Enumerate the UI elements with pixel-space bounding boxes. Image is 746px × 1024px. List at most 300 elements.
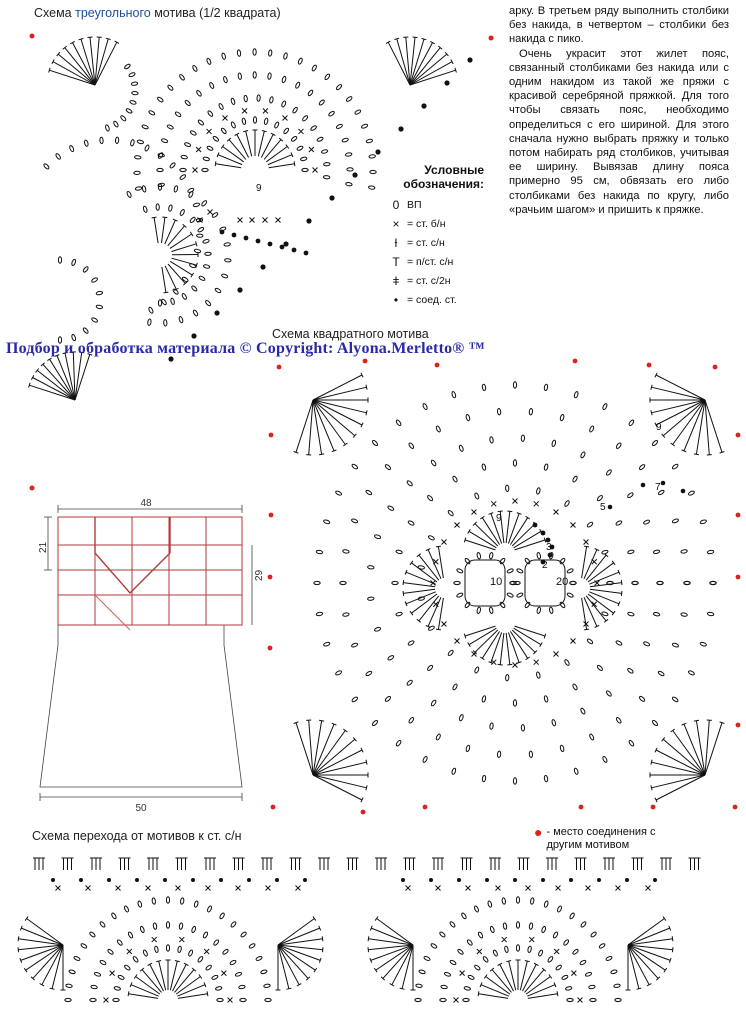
chain-stitch: [615, 640, 622, 646]
stitch-top: [190, 232, 193, 236]
chain-stitch: [430, 699, 436, 706]
chain-stitch: [590, 998, 596, 1001]
chain-stitch: [563, 939, 570, 946]
chain-stitch: [238, 985, 245, 989]
slip-stitch: [163, 878, 167, 882]
chain-stitch: [84, 140, 89, 147]
chain-stitch: [144, 144, 150, 151]
stitch-top: [50, 988, 55, 989]
chain-stitch: [235, 972, 242, 977]
chain-stitch: [504, 946, 509, 953]
chain-stitch: [547, 956, 553, 963]
chain-stitch: [606, 690, 613, 697]
chain-stitch: [189, 216, 196, 223]
chain-stitch: [710, 581, 716, 584]
chain-stitch: [310, 125, 317, 131]
slip-stitch: [107, 878, 111, 882]
chain-stitch: [365, 670, 372, 676]
chain-stitch: [170, 298, 175, 305]
chain-stitch: [91, 277, 98, 283]
chain-stitch: [396, 612, 403, 617]
chain-stitch: [264, 984, 271, 988]
chain-stitch: [672, 642, 679, 647]
chain-stitch: [73, 956, 80, 962]
chain-stitch: [269, 96, 274, 103]
stitch-top: [506, 961, 511, 962]
chain-stitch: [205, 964, 212, 970]
chain-stitch: [300, 157, 307, 162]
dimension-bottom: 50: [135, 803, 147, 814]
chain-stitch: [627, 668, 634, 674]
slip-stitch: [237, 287, 242, 292]
chain-stitch: [114, 986, 121, 991]
stitch-top: [175, 961, 180, 962]
chain-stitch: [489, 723, 493, 730]
slip-stitch: [275, 878, 279, 882]
stitch-top: [18, 936, 19, 941]
stitch: [506, 633, 510, 665]
chain-stitch: [507, 568, 514, 574]
chain-stitch: [96, 291, 103, 295]
chain-stitch: [351, 642, 358, 647]
chain-stitch: [482, 775, 486, 782]
chain-stitch: [342, 138, 349, 143]
chain-stitch: [178, 316, 183, 323]
article-paragraph-2: Очень украсит этот жилет пояс, связанный столбиками без накида или с одним накидом из такой же пряжи с красивой серебряной пряжкой. Для того чтобы связать пояс, необходимо определиться с его шириной. Для этого сначала нужно выбрать пряжку и только потом набирать ряд столбиков, учитывая ее ширину. Вывязав длину пояса примерно 95 см, обвязать его либо столбиками без накида по кругу, либо «рачьим шагом» и пришить к пряжке.: [509, 47, 729, 216]
chain-stitch: [560, 414, 565, 421]
triangle-row-number: 9: [256, 183, 262, 194]
chain-stitch: [224, 258, 231, 262]
chain-stitch: [302, 115, 309, 122]
stitch-top: [694, 720, 699, 721]
chain-stitch: [260, 969, 267, 974]
chain-stitch: [456, 568, 463, 574]
chain-stitch: [336, 124, 343, 130]
chain-stitch: [561, 975, 568, 981]
stitch-top: [287, 988, 292, 989]
stitch-top: [196, 241, 197, 246]
red-dot-icon: ●: [534, 824, 543, 840]
chain-stitch: [274, 121, 280, 128]
chain-stitch: [206, 145, 213, 151]
chain-stitch: [99, 960, 106, 966]
stitch-top: [584, 546, 589, 547]
slip-stitch: [444, 80, 449, 85]
chain-stitch: [516, 897, 519, 903]
chain-stitch: [174, 185, 179, 192]
chain-stitch: [291, 136, 298, 142]
chain-stitch: [296, 145, 303, 151]
title-highlight: треугольного: [75, 6, 151, 20]
chain-stitch: [564, 500, 570, 507]
chain-stitch: [166, 945, 169, 951]
legend-label: ВП: [407, 198, 422, 211]
chain-stitch: [128, 931, 134, 938]
join-point: [733, 805, 738, 810]
chain-stitch: [316, 612, 323, 616]
chain-stitch: [221, 53, 226, 60]
chain-stitch: [180, 168, 186, 171]
stitch: [652, 387, 706, 400]
chain-stitch: [559, 601, 565, 608]
chain-stitch: [203, 157, 210, 162]
chain-stitch: [499, 601, 505, 608]
chain-stitch: [529, 751, 533, 758]
chain-stitch: [567, 592, 574, 598]
slip-stitch: [329, 195, 334, 200]
join-point: [573, 359, 578, 364]
chain-stitch: [135, 186, 142, 190]
chain-stitch: [117, 939, 124, 946]
stitch: [75, 353, 82, 401]
slip-stitch: [421, 103, 426, 108]
slip-stitch: [485, 878, 489, 882]
chain-stitch: [551, 440, 556, 447]
slip-stitch: [191, 878, 195, 882]
chain-stitch: [197, 234, 204, 238]
chain-stitch: [302, 168, 308, 171]
chain-stitch: [447, 510, 454, 517]
stitch-top: [375, 917, 378, 921]
chain-stitch: [157, 168, 163, 171]
chain-stitch: [340, 581, 346, 584]
stitch: [509, 961, 516, 990]
chain-stitch: [90, 998, 96, 1001]
chain-stitch: [205, 300, 212, 307]
slip-stitch: [625, 878, 629, 882]
stitch-top: [651, 785, 652, 790]
chain-stitch: [459, 714, 464, 721]
stitch-top: [88, 37, 93, 38]
chain-stitch: [516, 945, 519, 951]
stitch-top: [374, 968, 377, 972]
chain-stitch: [435, 425, 441, 432]
stitch: [266, 147, 287, 162]
stitch: [165, 266, 176, 290]
square-row-number: 2: [542, 560, 548, 571]
stitch: [500, 633, 504, 665]
chain-stitch: [490, 926, 495, 933]
square-row-number: 3: [546, 542, 552, 553]
chain-stitch: [408, 442, 414, 449]
transition-title: Схема перехода от мотивов к ст. с/н: [32, 829, 242, 843]
chain-stitch: [639, 464, 646, 471]
stitch-top: [366, 410, 367, 415]
slip-stitch: [641, 483, 646, 488]
stitch: [656, 375, 705, 400]
chain-stitch: [557, 905, 563, 912]
chain-stitch: [428, 535, 435, 541]
stitch-top: [621, 580, 622, 585]
chain-stitch: [374, 534, 381, 539]
stitch-top: [651, 385, 652, 390]
chain-stitch: [211, 212, 218, 218]
stitch-top: [525, 961, 530, 962]
stitch-top: [507, 511, 512, 512]
chain-stitch: [372, 440, 379, 447]
chain-stitch: [497, 751, 501, 758]
stitch-top: [403, 580, 404, 585]
chain-stitch: [408, 520, 415, 526]
chain-stitch: [179, 209, 185, 216]
stitch-top: [498, 664, 503, 665]
chain-stitch: [351, 518, 358, 523]
chain-stitch: [55, 153, 61, 160]
stitch-top: [79, 38, 84, 39]
slip-stitch: [303, 878, 307, 882]
chain-stitch: [142, 124, 149, 129]
chain-stitch: [569, 912, 575, 919]
chain-stitch: [395, 419, 401, 426]
chain-stitch: [238, 73, 242, 80]
chain-stitch: [572, 683, 578, 690]
chain-stitch: [163, 319, 167, 326]
slip-stitch: [306, 218, 311, 223]
stitch: [313, 400, 322, 454]
chain-stitch: [579, 960, 586, 966]
chain-stitch: [242, 118, 247, 125]
chain-stitch: [553, 931, 559, 938]
chain-stitch: [194, 249, 201, 254]
chain-stitch: [281, 76, 286, 83]
stitch-top: [366, 385, 367, 390]
chain-stitch: [143, 950, 149, 957]
stitch-top: [484, 975, 487, 979]
chain-stitch: [197, 119, 204, 126]
chain-stitch: [643, 641, 650, 647]
chain-stitch: [66, 984, 73, 988]
legend-label: = ст. с/н: [407, 236, 445, 249]
stitch-top: [191, 273, 194, 277]
chain-stitch: [105, 124, 110, 131]
chain-stitch: [124, 63, 131, 69]
chain-stitch: [387, 655, 394, 661]
chain-stitch: [177, 946, 182, 953]
chain-stitch: [628, 740, 634, 747]
chain-stitch: [298, 58, 303, 65]
chain-stitch: [505, 674, 509, 681]
stitch-top: [343, 443, 347, 446]
join-point: [736, 723, 741, 728]
chain-stitch: [69, 969, 76, 974]
chain-stitch: [113, 998, 119, 1001]
stitch-top: [162, 217, 167, 218]
chain-stitch: [111, 912, 117, 919]
chain-stitch: [615, 998, 621, 1001]
stitch-top: [368, 936, 369, 941]
slip-stitch: [513, 878, 517, 882]
chain-stitch: [131, 82, 138, 86]
stitch-top: [294, 161, 295, 166]
join-point: [435, 363, 440, 368]
stitch: [475, 630, 498, 652]
stitch: [223, 147, 244, 162]
chain-stitch: [653, 550, 660, 554]
chain-stitch: [564, 659, 570, 666]
stitch: [165, 220, 176, 244]
chain-stitch: [217, 998, 223, 1001]
chain-stitch: [115, 137, 119, 144]
chain-stitch: [627, 550, 634, 555]
stitch-top: [672, 936, 673, 941]
chain-stitch: [172, 288, 179, 295]
chain-stitch: [652, 440, 659, 447]
chain-stitch: [132, 956, 138, 963]
slip-stitch: [597, 878, 601, 882]
transition-chart: [0, 850, 746, 1024]
chain-stitch: [406, 679, 413, 686]
chain-stitch: [328, 111, 335, 117]
slip-stitch: [352, 172, 357, 177]
chain-stitch: [321, 149, 328, 154]
title-part: Схема: [34, 6, 76, 20]
chain-stitch: [464, 986, 471, 991]
chain-stitch: [570, 581, 576, 584]
join-point: [736, 513, 741, 518]
chain-stitch: [230, 921, 237, 928]
chain-stitch: [586, 521, 593, 527]
chain-stitch: [408, 640, 415, 646]
stitch-top: [637, 988, 642, 989]
chain-stitch: [452, 683, 458, 690]
chain-stitch: [283, 127, 289, 134]
join-point: [277, 365, 282, 370]
chain-stitch: [292, 107, 298, 114]
chain-stitch: [574, 391, 579, 398]
chain-stitch: [188, 950, 194, 957]
stitch: [229, 140, 246, 160]
slip-stitch: [191, 333, 196, 338]
chain-stitch: [440, 998, 446, 1001]
chain-stitch: [257, 95, 261, 102]
join-point-note: [534, 826, 694, 852]
single-crochet-icon: ×: [392, 216, 400, 231]
chain-stitch: [143, 206, 148, 213]
chain-stitch: [452, 476, 458, 483]
stitch: [475, 524, 498, 546]
chain-stitch: [203, 931, 209, 938]
chain-stitch: [244, 95, 248, 102]
chain-stitch: [345, 182, 352, 186]
chain-stitch: [128, 72, 135, 77]
chain-stitch: [551, 719, 556, 726]
chain-stitch: [524, 558, 530, 565]
chain-stitch: [461, 912, 467, 919]
chain-stitch: [565, 986, 572, 991]
chain-stitch: [140, 926, 145, 933]
chain-stitch: [427, 665, 434, 672]
chain-stitch: [219, 912, 225, 919]
stitch: [410, 48, 440, 85]
stitch-top: [322, 936, 323, 941]
stitch: [168, 264, 185, 283]
chain-stitch: [318, 99, 325, 106]
chain-stitch: [342, 612, 349, 616]
chain-stitch: [126, 191, 132, 198]
stitch-top: [403, 591, 404, 596]
chain-stitch: [240, 931, 247, 938]
chain-stitch: [189, 263, 196, 268]
slip-stitch: [220, 230, 225, 235]
slip-stitch: [244, 236, 249, 241]
chain-stitch: [264, 118, 269, 125]
legend-item-dc: [388, 233, 498, 252]
stitch: [410, 54, 447, 85]
chain-stitch: [422, 403, 428, 410]
chain-stitch: [283, 52, 288, 59]
legend-item-sc: [388, 214, 498, 233]
chain-stitch: [267, 73, 271, 80]
chain-stitch: [465, 414, 470, 421]
chain-stitch: [541, 926, 546, 933]
title-part: мотива (1/2 квадрата): [150, 6, 281, 20]
chain-stitch: [113, 121, 119, 128]
chain-stitch: [513, 382, 516, 388]
chain-stitch: [606, 469, 613, 476]
chain-stitch: [602, 756, 608, 763]
chain-stitch: [190, 130, 197, 136]
chain-stitch: [124, 905, 130, 912]
chain-stitch: [700, 642, 707, 647]
stitch-top: [286, 145, 289, 149]
chain-stitch: [477, 552, 482, 559]
chain-stitch: [408, 717, 414, 724]
stitch-top: [664, 968, 667, 972]
slip-stitch: [398, 126, 403, 131]
chain-stitch: [688, 670, 695, 676]
chain-stitch: [124, 964, 131, 970]
stitch-top: [199, 975, 202, 979]
chain-stitch: [653, 612, 660, 616]
chain-stitch: [589, 425, 595, 432]
join-point: [736, 433, 741, 438]
stitch-top: [366, 760, 367, 765]
join-point: [361, 810, 366, 815]
slip-stitch: [214, 310, 219, 315]
slip-stitch: [401, 878, 405, 882]
chain-stitch: [406, 480, 413, 487]
stitch: [590, 589, 622, 593]
chain-stitch: [179, 923, 183, 930]
chain-stitch: [457, 949, 464, 956]
chain-stitch: [586, 638, 593, 644]
chain-stitch: [489, 552, 494, 559]
chain-stitch: [366, 139, 373, 144]
stitch: [313, 775, 362, 800]
chain-stitch: [347, 168, 353, 171]
stitch-top: [106, 38, 111, 39]
chain-stitch: [351, 696, 358, 702]
slip-stitch: [467, 57, 472, 62]
legend-label: = соед. ст.: [407, 293, 457, 306]
chain-stitch: [307, 89, 313, 96]
chain-stitch: [477, 607, 482, 614]
chain-stitch: [179, 174, 186, 180]
stitch: [652, 775, 706, 788]
chain-stitch: [132, 91, 139, 95]
chain-stitch: [451, 391, 456, 398]
chain-stitch: [152, 898, 156, 905]
chain-stitch: [497, 408, 501, 415]
chain-stitch: [482, 695, 487, 702]
chain-stitch: [94, 972, 101, 977]
chain-stitch: [134, 171, 140, 174]
chain-stitch: [192, 309, 198, 316]
chain-stitch: [175, 111, 182, 117]
chain-stitch: [530, 898, 534, 905]
stitch: [512, 630, 535, 652]
chain-stitch: [249, 943, 256, 949]
